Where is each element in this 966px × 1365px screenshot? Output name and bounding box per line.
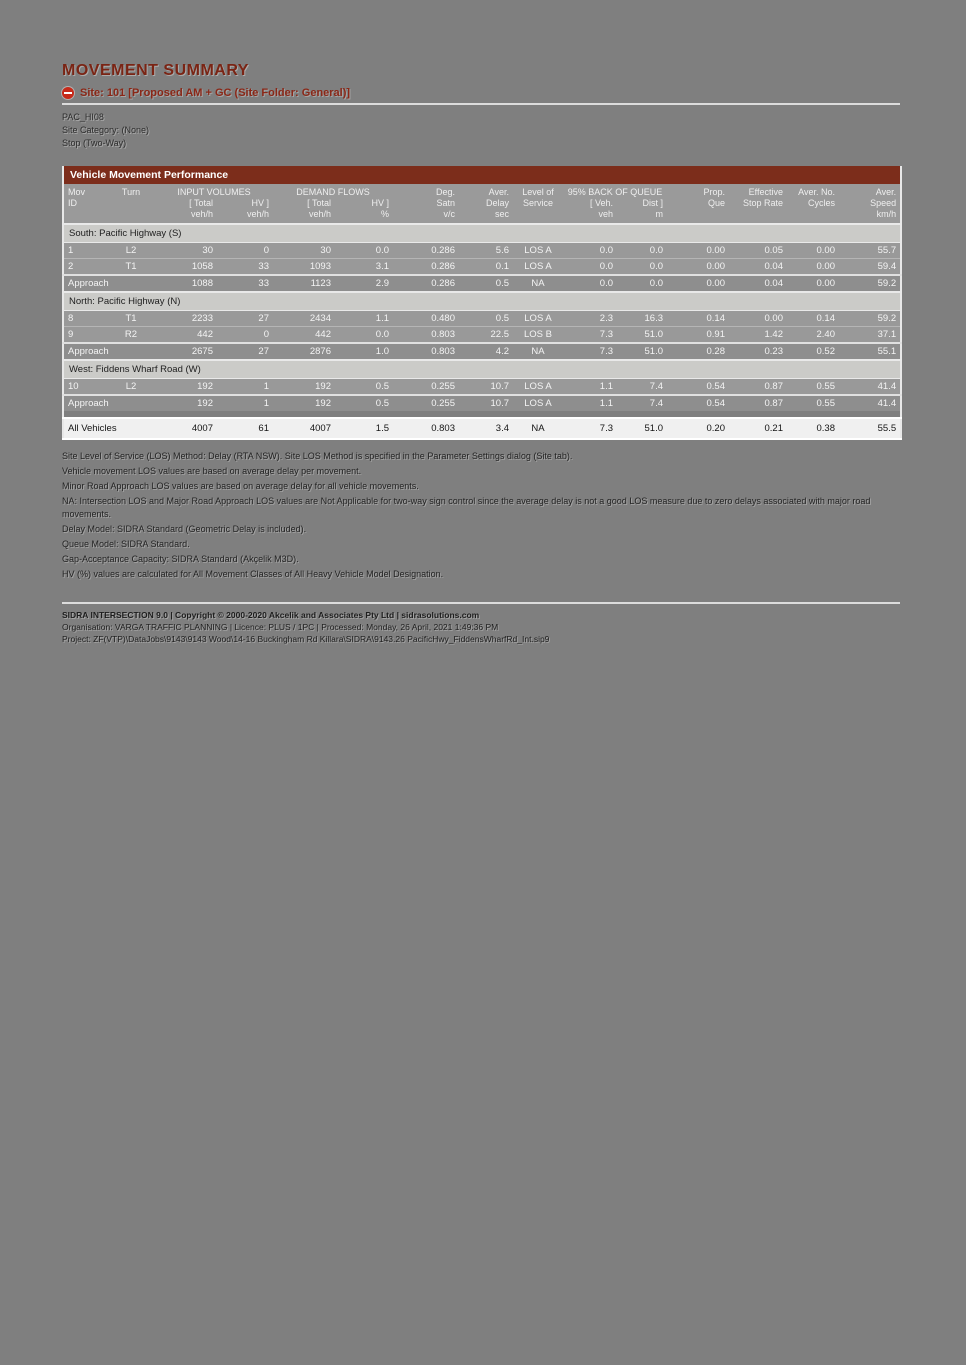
section-label: West: Fiddens Wharf Road (W)	[63, 360, 901, 379]
table-cell: 7.4	[617, 379, 667, 396]
header-row-3	[63, 209, 901, 224]
table-cell: 0.00	[787, 259, 839, 276]
table-cell: 1	[217, 379, 273, 396]
table-cell: NA	[513, 275, 563, 292]
col-units	[667, 209, 729, 224]
col-header-aver-delay: Aver.	[459, 184, 513, 198]
col-subheader: Dist ]	[617, 198, 667, 209]
table-cell: 0.14	[667, 311, 729, 327]
table-cell: 5.6	[459, 243, 513, 259]
table-cell: 55.1	[839, 343, 901, 360]
table-cell: 30	[273, 243, 335, 259]
table-banner: Vehicle Movement Performance	[63, 166, 901, 184]
table-cell: L2	[107, 379, 155, 396]
col-units: veh/h	[273, 209, 335, 224]
table-cell	[107, 275, 155, 292]
table-cell: 61	[217, 418, 273, 439]
table-cell: 0.803	[393, 327, 459, 344]
col-subheader: ID	[63, 198, 107, 209]
table-cell: 59.2	[839, 275, 901, 292]
footnote: Site Level of Service (LOS) Method: Delay (RTA NSW). Site LOS Method is specified in the Parameter Settings dialog (Site tab).	[62, 451, 573, 461]
table-cell: 3.1	[335, 259, 393, 276]
table-cell: 0.00	[667, 243, 729, 259]
table-cell: 0.21	[729, 418, 787, 439]
table-cell: Approach	[63, 395, 107, 411]
table-cell: 0.00	[667, 275, 729, 292]
table-cell: 4007	[273, 418, 335, 439]
table-cell: LOS A	[513, 259, 563, 276]
table-cell: 0.0	[563, 243, 617, 259]
site-info-line: PAC_HI08	[62, 112, 104, 122]
table-cell: 0.23	[729, 343, 787, 360]
col-header-cycles: Aver. No.	[787, 184, 839, 198]
table-cell: 2.9	[335, 275, 393, 292]
all-vehicles-row	[63, 418, 901, 439]
footnote: Minor Road Approach LOS values are based on average delay for all vehicle movements.	[62, 481, 419, 491]
table-cell: 41.4	[839, 395, 901, 411]
table-cell: 0.28	[667, 343, 729, 360]
table-cell: 192	[155, 395, 217, 411]
approach-row	[63, 343, 901, 360]
table-cell: 7.3	[563, 343, 617, 360]
col-subheader: Satn	[393, 198, 459, 209]
col-subheader	[107, 198, 155, 209]
site-info-line: Stop (Two-Way)	[62, 138, 127, 148]
section-label: North: Pacific Highway (N)	[63, 292, 901, 311]
section-row	[63, 360, 901, 379]
table-cell: 0.55	[787, 379, 839, 396]
table-cell: 0.00	[667, 259, 729, 276]
table-cell: 7.3	[563, 327, 617, 344]
header-row-1	[63, 184, 901, 198]
col-units: v/c	[393, 209, 459, 224]
footnote: Vehicle movement LOS values are based on average delay per movement.	[62, 466, 362, 476]
table-cell: 1	[217, 395, 273, 411]
table-cell: 0.54	[667, 379, 729, 396]
site-info	[62, 111, 900, 150]
movement-row	[63, 379, 901, 396]
table-cell: 4007	[155, 418, 217, 439]
table-cell: 192	[273, 379, 335, 396]
table-cell: 51.0	[617, 327, 667, 344]
footer-project-path: Project: ZF(VTP)\DataJobs\9143\9143 Wood\14-16 Buckingham Rd Killara\SIDRA\9143.26 PacificHwy_FiddensWharfRd_Int.sip9	[62, 634, 550, 644]
col-header-turn: Turn	[107, 184, 155, 198]
col-group-demand-flows: DEMAND FLOWS	[273, 184, 393, 198]
table-cell: Approach	[63, 343, 107, 360]
table-cell: 0.803	[393, 343, 459, 360]
footnotes	[62, 450, 900, 580]
col-header-speed: Aver.	[839, 184, 901, 198]
table-cell: 7.3	[563, 418, 617, 439]
approach-row	[63, 275, 901, 292]
col-units: veh/h	[217, 209, 273, 224]
table-cell: 0	[217, 243, 273, 259]
section-label: South: Pacific Highway (S)	[63, 224, 901, 243]
footnote: NA: Intersection LOS and Major Road Approach LOS values are Not Applicable for two-way sign control since the average delay is not a good LOS measure due to zero delays associated with major road movements.	[62, 496, 871, 519]
table-cell: 0.87	[729, 395, 787, 411]
table-cell: 0.52	[787, 343, 839, 360]
table-cell: NA	[513, 343, 563, 360]
table-cell: 0.05	[729, 243, 787, 259]
table-cell: 442	[155, 327, 217, 344]
col-header-deg-satn: Deg.	[393, 184, 459, 198]
table-cell: 1.1	[335, 311, 393, 327]
report-footer	[62, 602, 900, 645]
col-units: km/h	[839, 209, 901, 224]
table-cell: 0.803	[393, 418, 459, 439]
table-cell: 22.5	[459, 327, 513, 344]
col-units: veh/h	[155, 209, 217, 224]
footnote: Queue Model: SIDRA Standard.	[62, 538, 190, 549]
table-cell: 442	[273, 327, 335, 344]
col-subheader: Delay	[459, 198, 513, 209]
col-units: %	[335, 209, 393, 224]
table-cell: 0.91	[667, 327, 729, 344]
movement-row	[63, 243, 901, 259]
table-cell: 59.2	[839, 311, 901, 327]
col-subheader: Service	[513, 198, 563, 209]
table-cell: 1058	[155, 259, 217, 276]
table-cell: 1.0	[335, 343, 393, 360]
table-cell: 0.14	[787, 311, 839, 327]
page-title: MOVEMENT SUMMARY	[62, 62, 249, 79]
table-cell: 0.5	[335, 395, 393, 411]
table-cell: 0.0	[617, 243, 667, 259]
section-row	[63, 292, 901, 311]
col-subheader: Stop Rate	[729, 198, 787, 209]
stop-sign-icon	[62, 87, 74, 99]
col-subheader: Cycles	[787, 198, 839, 209]
table-cell: All Vehicles	[63, 418, 107, 439]
col-group-input-volumes: INPUT VOLUMES	[155, 184, 273, 198]
table-cell: 30	[155, 243, 217, 259]
table-cell: 1088	[155, 275, 217, 292]
table-cell: 0.0	[335, 327, 393, 344]
table-cell: 2675	[155, 343, 217, 360]
table-cell: 2233	[155, 311, 217, 327]
table-cell: 4.2	[459, 343, 513, 360]
col-subheader: Speed	[839, 198, 901, 209]
col-subheader: HV ]	[335, 198, 393, 209]
table-cell: 0.55	[787, 395, 839, 411]
table-cell: 16.3	[617, 311, 667, 327]
table-cell: 0.04	[729, 259, 787, 276]
col-subheader: [ Veh.	[563, 198, 617, 209]
table-cell: 10.7	[459, 379, 513, 396]
table-cell: LOS A	[513, 243, 563, 259]
site-title: Site: 101 [Proposed AM + GC (Site Folder: General)]	[80, 87, 351, 99]
table-cell: 0.87	[729, 379, 787, 396]
movement-row	[63, 259, 901, 276]
table-cell: 192	[155, 379, 217, 396]
table-cell: 0.38	[787, 418, 839, 439]
table-cell: T1	[107, 259, 155, 276]
table-cell: 192	[273, 395, 335, 411]
table-cell: 0.286	[393, 259, 459, 276]
table-cell: 1.1	[563, 379, 617, 396]
table-cell: LOS A	[513, 311, 563, 327]
table-cell: 0.54	[667, 395, 729, 411]
table-cell: 0	[217, 327, 273, 344]
approach-row	[63, 395, 901, 411]
col-header-stop-rate: Effective	[729, 184, 787, 198]
table-cell: 1093	[273, 259, 335, 276]
footer-organisation: Organisation: VARGA TRAFFIC PLANNING | Licence: PLUS / 1PC | Processed: Monday, 26 April, 2021 1:49:36 PM	[62, 622, 499, 632]
table-cell: 10	[63, 379, 107, 396]
table-cell: 0.5	[459, 275, 513, 292]
col-subheader: HV ]	[217, 198, 273, 209]
col-units	[513, 209, 563, 224]
table-cell: 1.1	[563, 395, 617, 411]
col-units: m	[617, 209, 667, 224]
header-row-2	[63, 198, 901, 209]
site-info-line: Site Category: (None)	[62, 125, 150, 135]
table-cell: 0.286	[393, 275, 459, 292]
table-cell: L2	[107, 243, 155, 259]
table-cell: 1.42	[729, 327, 787, 344]
table-cell: Approach	[63, 275, 107, 292]
table-cell: 10.7	[459, 395, 513, 411]
table-cell: 0.5	[459, 311, 513, 327]
table-cell: 51.0	[617, 418, 667, 439]
table-cell: LOS B	[513, 327, 563, 344]
col-subheader: [ Total	[273, 198, 335, 209]
report-page	[62, 62, 900, 645]
table-cell: 0.00	[787, 275, 839, 292]
table-cell: R2	[107, 327, 155, 344]
table-cell: 55.5	[839, 418, 901, 439]
col-units: veh	[563, 209, 617, 224]
table-cell: 1123	[273, 275, 335, 292]
movement-row	[63, 327, 901, 344]
table-cell: T1	[107, 311, 155, 327]
table-cell: 0.00	[787, 243, 839, 259]
table-body	[63, 224, 901, 439]
col-units: sec	[459, 209, 513, 224]
col-units	[107, 209, 155, 224]
table-cell: NA	[513, 418, 563, 439]
table-cell: 27	[217, 343, 273, 360]
footer-copyright: SIDRA INTERSECTION 9.0 | Copyright © 2000-2020 Akcelik and Associates Pty Ltd | sidrasolutions.com	[62, 610, 480, 620]
table-cell: 1.5	[335, 418, 393, 439]
table-cell: 2.3	[563, 311, 617, 327]
spacer-row	[63, 411, 901, 418]
table-banner-row	[63, 166, 901, 184]
footnote: HV (%) values are calculated for All Movement Classes of All Heavy Vehicle Model Designation.	[62, 568, 444, 579]
col-header-mov: Mov	[63, 184, 107, 198]
table-cell: 9	[63, 327, 107, 344]
col-group-back-of-queue: 95% BACK OF QUEUE	[563, 184, 667, 198]
table-cell: 3.4	[459, 418, 513, 439]
footnote: Gap-Acceptance Capacity: SIDRA Standard (Akçelik M3D).	[62, 553, 299, 564]
table-cell: 0.0	[563, 275, 617, 292]
section-row	[63, 224, 901, 243]
col-subheader: [ Total	[155, 198, 217, 209]
spacer	[63, 411, 901, 418]
table-cell: 37.1	[839, 327, 901, 344]
table-cell: 1	[63, 243, 107, 259]
table-cell: 0.255	[393, 395, 459, 411]
table-cell: 7.4	[617, 395, 667, 411]
table-cell: LOS A	[513, 395, 563, 411]
table-cell	[107, 343, 155, 360]
table-cell: 8	[63, 311, 107, 327]
table-cell: 0.00	[729, 311, 787, 327]
table-cell: 2876	[273, 343, 335, 360]
col-units	[729, 209, 787, 224]
table-cell: 0.286	[393, 243, 459, 259]
table-cell: 0.20	[667, 418, 729, 439]
table-cell: 0.480	[393, 311, 459, 327]
table-cell: 33	[217, 275, 273, 292]
site-title-row	[62, 87, 900, 105]
table-cell: 0.0	[617, 275, 667, 292]
table-cell: 51.0	[617, 343, 667, 360]
table-cell: 0.255	[393, 379, 459, 396]
table-cell: 2.40	[787, 327, 839, 344]
col-subheader: Que	[667, 198, 729, 209]
table-cell: 41.4	[839, 379, 901, 396]
table-cell: 0.04	[729, 275, 787, 292]
table-cell	[107, 395, 155, 411]
table-cell: 2	[63, 259, 107, 276]
table-cell: 0.0	[335, 243, 393, 259]
table-cell: 0.0	[617, 259, 667, 276]
table-cell: 0.5	[335, 379, 393, 396]
table-cell: 27	[217, 311, 273, 327]
table-cell: LOS A	[513, 379, 563, 396]
col-units	[63, 209, 107, 224]
table-cell: 0.0	[563, 259, 617, 276]
col-header-level-of-service: Level of	[513, 184, 563, 198]
movement-performance-table	[62, 166, 902, 440]
table-cell: 2434	[273, 311, 335, 327]
footnote: Delay Model: SIDRA Standard (Geometric Delay is included).	[62, 523, 307, 534]
movement-row	[63, 311, 901, 327]
table-cell: 59.4	[839, 259, 901, 276]
table-cell: 55.7	[839, 243, 901, 259]
col-units	[787, 209, 839, 224]
table-cell: 33	[217, 259, 273, 276]
col-header-prop-que: Prop.	[667, 184, 729, 198]
table-cell: 0.1	[459, 259, 513, 276]
